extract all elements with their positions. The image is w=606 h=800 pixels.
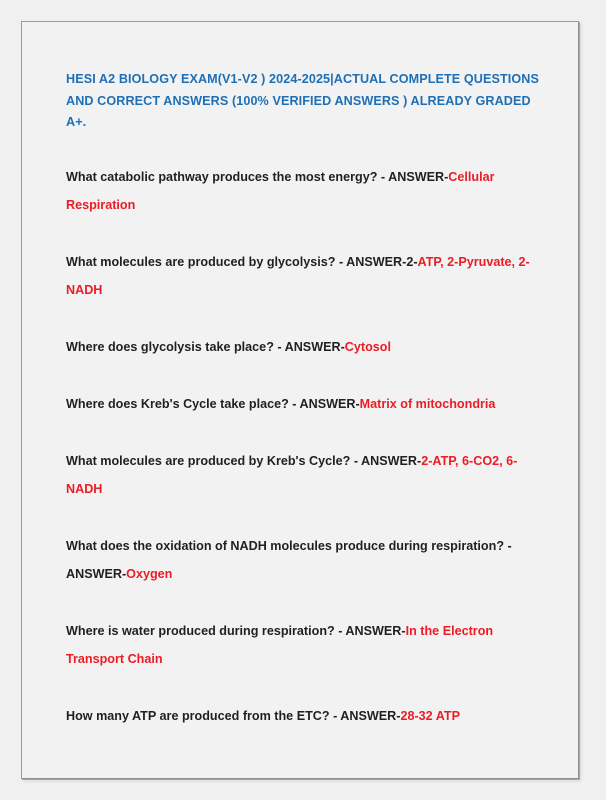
qa-block	[66, 163, 543, 219]
qa-question: What catabolic pathway produces the most energy? - ANSWER-	[66, 169, 449, 184]
qa-question: Where is water produced during respiration? - ANSWER-	[66, 623, 406, 638]
qa-block	[66, 532, 543, 588]
qa-block	[66, 617, 543, 673]
qa-answer: 28-32 ATP	[400, 708, 460, 723]
qa-question: Where does Kreb's Cycle take place? - ANSWER-	[66, 396, 360, 411]
qa-answer: Oxygen	[126, 566, 173, 581]
qa-question: What does the oxidation of NADH molecules produce during respiration? - ANSWER-	[66, 538, 512, 581]
qa-question: How many ATP are produced from the ETC? - ANSWER-	[66, 708, 401, 723]
qa-answer: Cytosol	[344, 339, 391, 354]
qa-block	[66, 702, 543, 730]
document-page	[21, 21, 579, 779]
qa-answer: ATP, 2-Pyruvate, 2-NADH	[66, 254, 530, 297]
qa-block	[66, 248, 543, 304]
qa-answer: Cellular Respiration	[66, 169, 495, 212]
qa-answer: In the Electron Transport Chain	[66, 623, 494, 666]
qa-question: Where does glycolysis take place? - ANSWER-	[66, 339, 345, 354]
qa-answer: 2-ATP, 6-CO2, 6-NADH	[66, 453, 518, 496]
page-title: HESI A2 BIOLOGY EXAM(V1-V2 ) 2024-2025|ACTUAL COMPLETE QUESTIONS AND CORRECT ANSWERS (100% VERIFIED ANSWERS ) ALREADY GRADED A+.	[66, 72, 539, 129]
qa-block	[66, 390, 543, 418]
qa-question: What molecules are produced by glycolysis? - ANSWER-2-	[66, 254, 418, 269]
qa-block	[66, 333, 543, 361]
qa-answer: Matrix of mitochondria	[359, 396, 496, 411]
qa-question: What molecules are produced by Kreb's Cycle? - ANSWER-	[66, 453, 422, 468]
question-answer-list	[66, 163, 543, 730]
qa-block	[66, 447, 543, 503]
page-content	[66, 69, 543, 742]
